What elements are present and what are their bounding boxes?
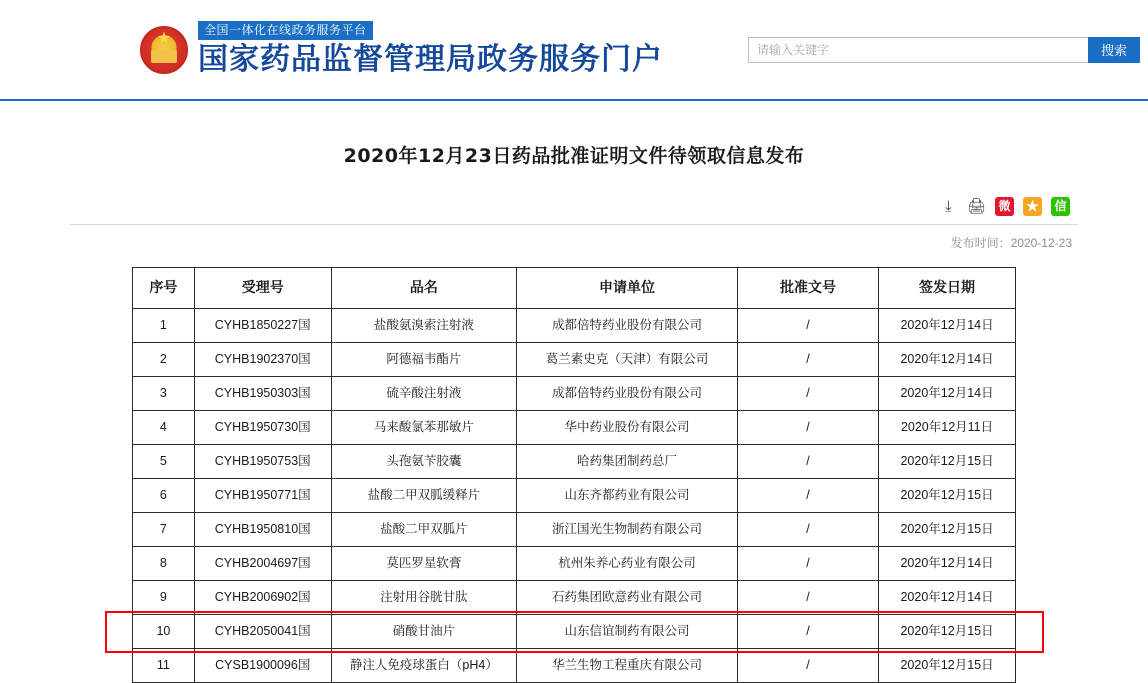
table-cell: 7 (133, 513, 195, 547)
table-cell: 8 (133, 547, 195, 581)
table-cell: 2020年12月14日 (879, 309, 1016, 343)
table-cell: 山东信谊制药有限公司 (517, 615, 738, 649)
table-cell: CYHB1950771国 (194, 479, 331, 513)
table-cell: 2 (133, 343, 195, 377)
table-cell: 成都倍特药业股份有限公司 (517, 309, 738, 343)
table-cell: 2020年12月11日 (879, 411, 1016, 445)
table-cell: CYHB2006902国 (194, 581, 331, 615)
column-header-approval: 批准文号 (737, 268, 878, 309)
column-header-product: 品名 (331, 268, 516, 309)
table-cell: 哈药集团制药总厂 (517, 445, 738, 479)
toolbar-divider (70, 224, 1078, 225)
table-cell: / (737, 411, 878, 445)
national-emblem-icon (140, 26, 188, 74)
table-cell: 4 (133, 411, 195, 445)
table-cell: 杭州朱养心药业有限公司 (517, 547, 738, 581)
favorite-star-icon[interactable]: ★ (1023, 197, 1042, 216)
table-cell: 华中药业股份有限公司 (517, 411, 738, 445)
site-header (0, 0, 1148, 101)
table-cell: 马来酸氯苯那敏片 (331, 411, 516, 445)
table-cell: CYHB2004697国 (194, 547, 331, 581)
table-row (133, 513, 1016, 547)
table-cell: 浙江国光生物制药有限公司 (517, 513, 738, 547)
table-cell: 2020年12月14日 (879, 581, 1016, 615)
table-cell: / (737, 581, 878, 615)
column-header-accept: 受理号 (194, 268, 331, 309)
table-cell: 9 (133, 581, 195, 615)
table-cell: 硝酸甘油片 (331, 615, 516, 649)
table-cell: CYSB1900096国 (194, 649, 331, 683)
table-cell: 1 (133, 309, 195, 343)
search-input[interactable] (748, 37, 1088, 63)
table-cell: 10 (133, 615, 195, 649)
table-cell: CYHB1850227国 (194, 309, 331, 343)
drug-approval-table (132, 267, 1016, 683)
table-cell: 华兰生物工程重庆有限公司 (517, 649, 738, 683)
table-cell: CYHB1950730国 (194, 411, 331, 445)
table-cell: / (737, 445, 878, 479)
page-title: 2020年12月23日药品批准证明文件待领取信息发布 (343, 145, 805, 167)
table-cell: 2020年12月15日 (879, 513, 1016, 547)
print-icon[interactable]: 🖨 (966, 197, 987, 215)
table-cell: 盐酸二甲双胍缓释片 (331, 479, 516, 513)
table-cell: 山东齐都药业有限公司 (517, 479, 738, 513)
table-cell: 2020年12月14日 (879, 547, 1016, 581)
table-container (70, 267, 1078, 683)
download-icon[interactable]: ⤓ (945, 197, 952, 215)
table-cell: 成都倍特药业股份有限公司 (517, 377, 738, 411)
table-cell: 2020年12月14日 (879, 343, 1016, 377)
table-row (133, 343, 1016, 377)
table-row (133, 411, 1016, 445)
table-cell: 5 (133, 445, 195, 479)
platform-tag: 全国一体化在线政务服务平台 (198, 21, 373, 40)
table-cell: 静注人免疫球蛋白（pH4） (331, 649, 516, 683)
table-cell: / (737, 309, 878, 343)
table-cell: CYHB2050041国 (194, 615, 331, 649)
publish-time: 发布时间：2020-12-23 (950, 236, 1072, 250)
table-cell: 2020年12月15日 (879, 445, 1016, 479)
table-cell: 阿德福韦酯片 (331, 343, 516, 377)
table-cell: 石药集团欧意药业有限公司 (517, 581, 738, 615)
table-cell: CYHB1950303国 (194, 377, 331, 411)
wechat-share-icon[interactable]: 信 (1051, 197, 1070, 216)
page-content (0, 141, 1148, 683)
column-header-issuedate: 签发日期 (879, 268, 1016, 309)
table-row (133, 377, 1016, 411)
table-cell: / (737, 547, 878, 581)
table-row (133, 309, 1016, 343)
table-cell: / (737, 649, 878, 683)
table-row (133, 581, 1016, 615)
table-cell: 2020年12月15日 (879, 479, 1016, 513)
table-cell: 头孢氨苄胶囊 (331, 445, 516, 479)
table-body (133, 309, 1016, 683)
table-cell: / (737, 513, 878, 547)
table-cell: 2020年12月15日 (879, 615, 1016, 649)
table-header-row (133, 268, 1016, 309)
search-button[interactable]: 搜索 (1088, 37, 1140, 63)
table-cell: CYHB1950753国 (194, 445, 331, 479)
column-header-index: 序号 (133, 268, 195, 309)
table-cell: 硫辛酸注射液 (331, 377, 516, 411)
table-cell: 2020年12月14日 (879, 377, 1016, 411)
site-brand-title: 国家药品监督管理局政务服务门户 (198, 42, 663, 77)
table-cell: 盐酸二甲双胍片 (331, 513, 516, 547)
column-header-applicant: 申请单位 (517, 268, 738, 309)
table-cell: 莫匹罗星软膏 (331, 547, 516, 581)
table-cell: / (737, 479, 878, 513)
table-row (133, 445, 1016, 479)
brand-block (198, 21, 663, 78)
table-cell: 3 (133, 377, 195, 411)
table-cell: 6 (133, 479, 195, 513)
table-row (133, 479, 1016, 513)
table-cell: 11 (133, 649, 195, 683)
table-row (133, 649, 1016, 683)
table-cell: CYHB1902370国 (194, 343, 331, 377)
table-row (133, 615, 1016, 649)
table-cell: / (737, 377, 878, 411)
table-cell: CYHB1950810国 (194, 513, 331, 547)
table-cell: / (737, 343, 878, 377)
search-bar (748, 37, 1140, 63)
table-cell: 注射用谷胱甘肽 (331, 581, 516, 615)
table-cell: 盐酸氨溴索注射液 (331, 309, 516, 343)
table-cell: / (737, 615, 878, 649)
table-cell: 葛兰素史克（天津）有限公司 (517, 343, 738, 377)
table-cell: 2020年12月15日 (879, 649, 1016, 683)
table-row (133, 547, 1016, 581)
weibo-share-icon[interactable]: 微 (995, 197, 1014, 216)
article-toolbar (70, 192, 1078, 220)
